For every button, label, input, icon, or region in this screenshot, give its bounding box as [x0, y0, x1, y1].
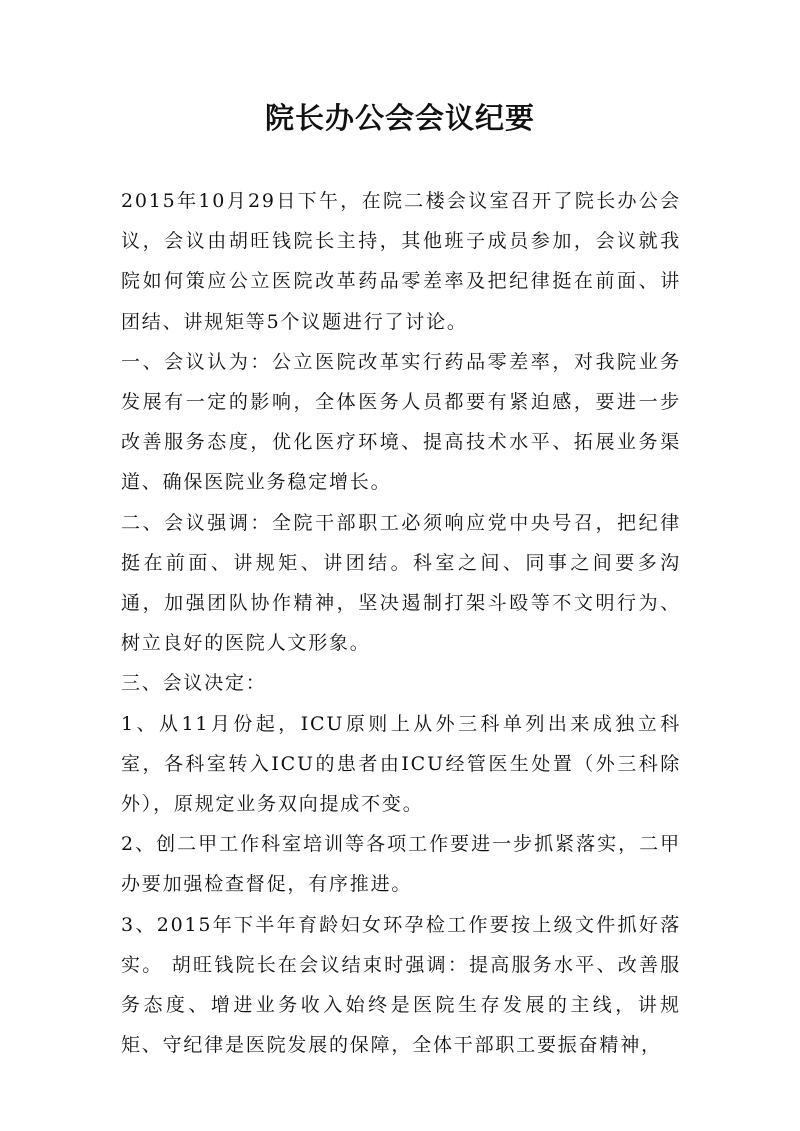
- document-title: 院长办公会会议纪要: [264, 101, 535, 135]
- intro-paragraph: 2015年10月29日下午，在院二楼会议室召开了院长办公会议，会议由胡旺钱院长主持，其他班子成员参加，会议就我院如何策应公立医院改革药品零差率及把纪律挺在前面、讲团结、讲规矩等5个议题进行了讨论。: [121, 190, 681, 333]
- item-two-paragraph: 二、会议强调：全院干部职工必须响应党中央号召，把纪律挺在前面、讲规矩、讲团结。科室之间、同事之间要多沟通，加强团队协作精神，坚决遏制打架斗殴等不文明行为、树立良好的医院人文形象。: [121, 511, 681, 655]
- decision-two-paragraph: 2、创二甲工作科室培训等各项工作要进一步抓紧落实，二甲办要加强检查督促，有序推进。: [121, 833, 681, 896]
- document-body: [121, 181, 681, 1065]
- decision-one-paragraph: 1、从11月份起，ICU原则上从外三科单列出来成独立科室，各科室转入ICU的患者由ICU经管医生处置（外三科除外），原规定业务双向提成不变。: [121, 712, 681, 816]
- item-three-heading: 三、会议决定：: [121, 672, 267, 695]
- decision-three-paragraph: 3、2015年下半年育龄妇女环孕检工作要按上级文件抓好落实。 胡旺钱院长在会议结束时强调：提高服务水平、改善服务态度、增进业务收入始终是医院生存发展的主线，讲规矩、守纪律是医院发展的保障，全体干部职工要振奋精神，: [121, 913, 681, 1057]
- item-one-paragraph: 一、会议认为：公立医院改革实行药品零差率，对我院业务发展有一定的影响，全体医务人员都要有紧迫感，要进一步改善服务态度，优化医疗环境、提高技术水平、拓展业务渠道、确保医院业务稳定增长。: [121, 350, 681, 494]
